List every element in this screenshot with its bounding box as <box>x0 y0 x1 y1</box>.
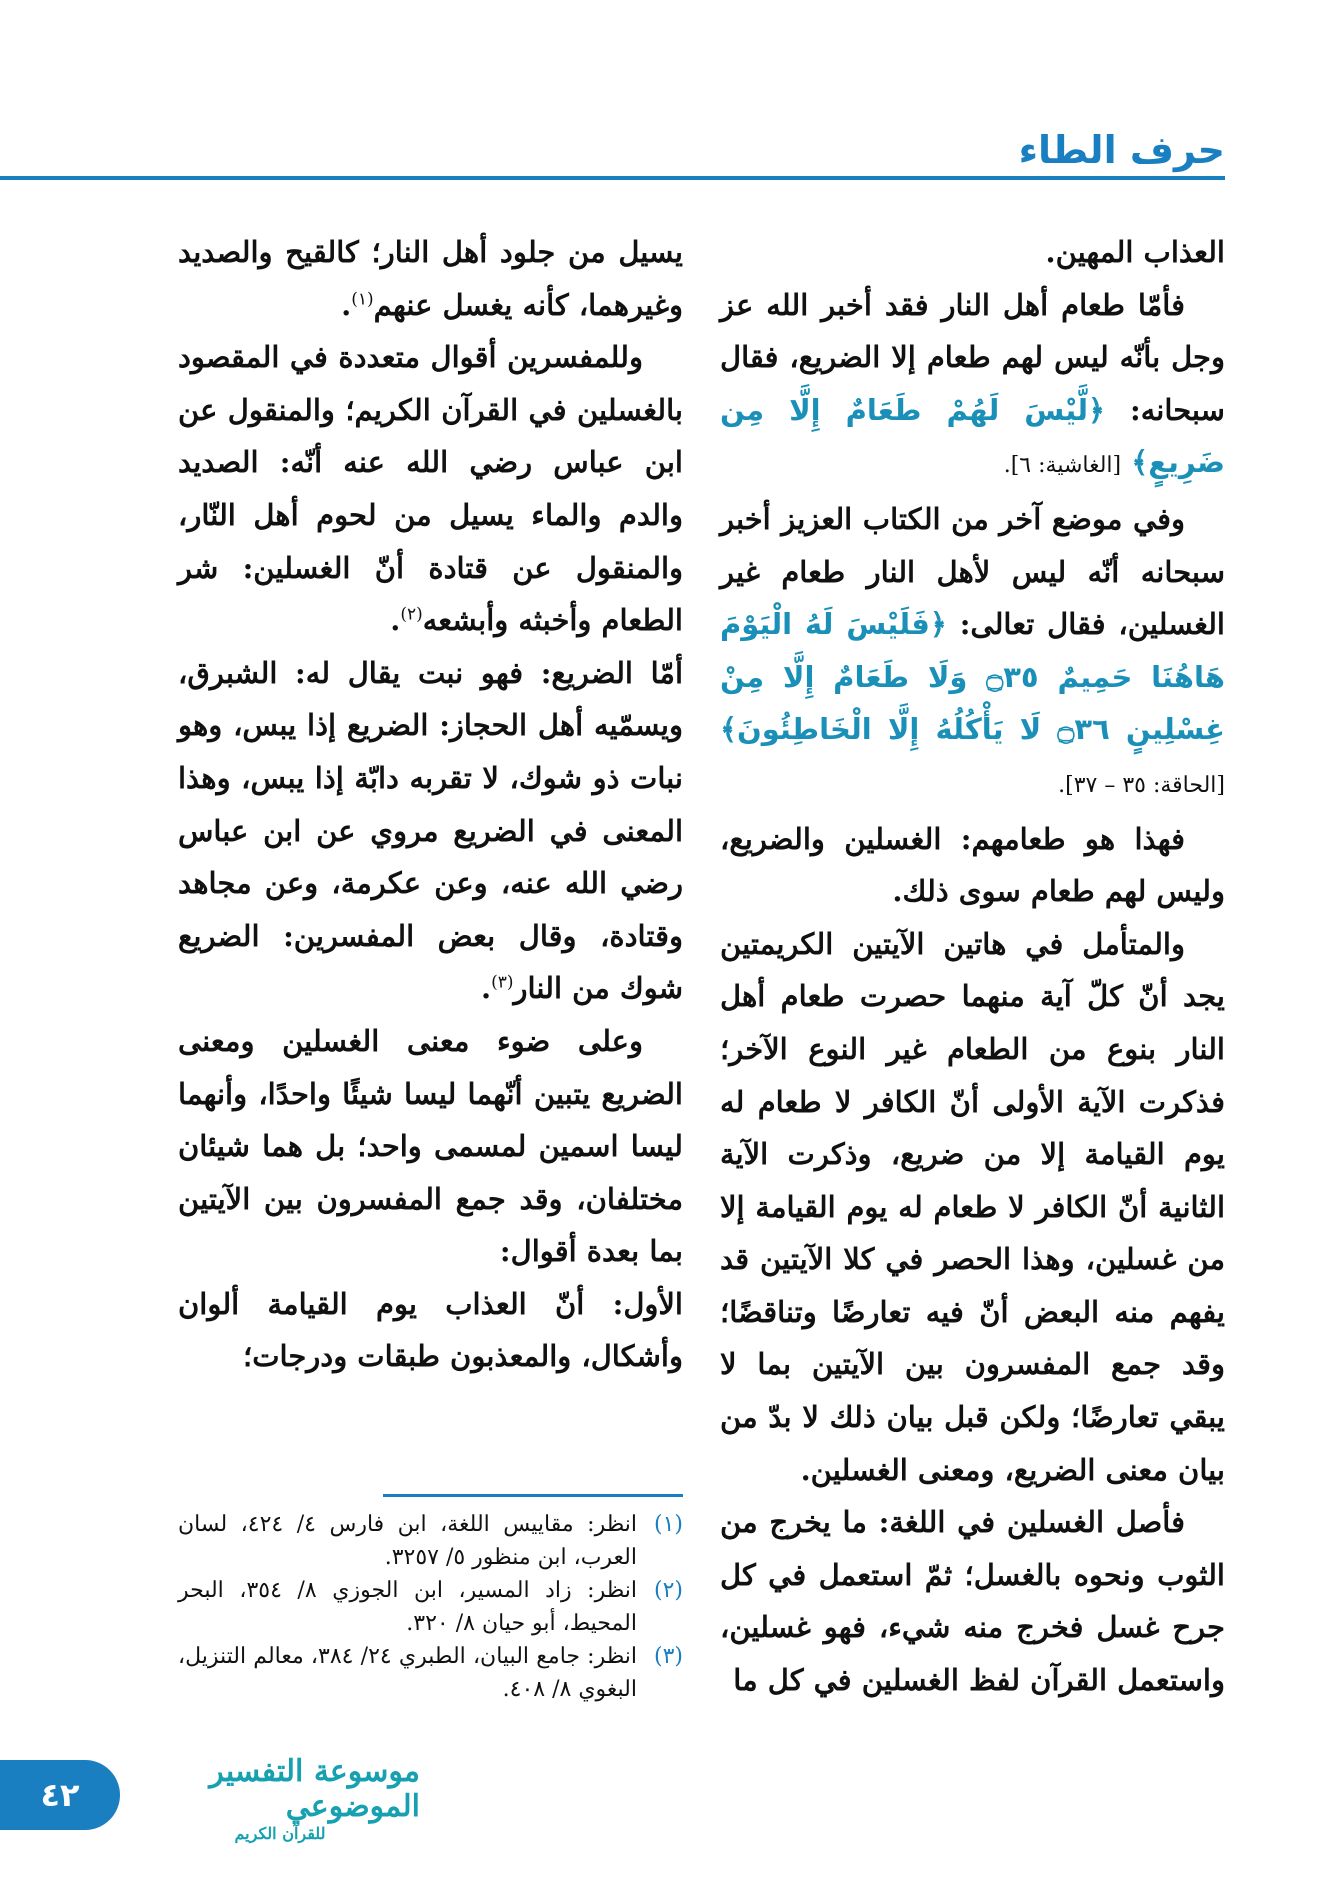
left-paragraph-1: يسيل من جلود أهل النار؛ كالقيح والصديد وغيرهما، كأنه يغسل عنهم$^{(١)}$. <box>178 235 683 322</box>
footnote-number: (٢) <box>653 1578 683 1603</box>
footnote-number: (١) <box>653 1512 683 1537</box>
right-paragraph-3 <box>720 493 1225 813</box>
right-column <box>720 226 1225 1707</box>
left-column <box>178 226 683 1383</box>
left-paragraph-5-text: أنّ العذاب يوم القيامة ألوان وأشكال، والمعذبون طبقات ودرجات؛ <box>178 1286 683 1374</box>
page-number-tab <box>0 1760 120 1830</box>
footnote-divider <box>383 1494 683 1497</box>
logo-subtitle: للقرآن الكريم <box>234 1823 326 1843</box>
left-paragraph-2-text: وللمفسرين أقوال متعددة في المقصود بالغسلين في القرآن الكريم؛ والمنقول عن ابن عباس رضي الله عنه أنّه: الصديد والدم والماء يسيل من لحوم أهل النّار، والمنقول عن قتادة أنّ الغسلين: شر الطعام وأخبثه وأبشعه <box>178 340 683 638</box>
quran-verse-haqqa: ﴿فَلَيْسَ لَهُ الْيَوْمَ هَاهُنَا حَمِيمٌ ۝٣٥ وَلَا طَعَامٌ إِلَّا مِنْ غِسْلِينٍ ۝٣٦ لَا يَأْكُلُهُ إِلَّا الْخَاطِئُونَ﴾ <box>720 607 1225 747</box>
header-divider <box>0 176 1225 180</box>
left-paragraph-4: وعلى ضوء معنى الغسلين ومعنى الضريع يتبين أنّهما ليسا شيئًا واحدًا، وأنهما ليسا اسمين لمسمى واحد؛ بل هما شيئان مختلفان، وقد جمع المفسرون بين الآيتين بما بعدة أقوال: <box>178 1023 683 1269</box>
left-paragraph-2: وللمفسرين أقوال متعددة في المقصود بالغسلين في القرآن الكريم؛ والمنقول عن ابن عباس رضي الله عنه أنّه: الصديد والدم والماء يسيل من لحوم أهل النّار، والمنقول عن قتادة أنّ الغسلين: شر الطعام وأخبثه وأبشعه$^{(٢)}$. <box>178 340 683 638</box>
right-paragraph-6 <box>720 1496 1225 1706</box>
left-paragraph-3: أمّا الضريع: فهو نبت يقال له: الشبرق، ويسمّيه أهل الحجاز: الضريع إذا يبس، وهو نبات ذو شوك، لا تقربه دابّة إذا يبس، وهذا المعنى في الضريع مروي عن ابن عباس رضي الله عنه، وعن عكرمة، وعن مجاهد وقتادة، وقال بعض المفسرين: الضريع شوك من النار$^{(٣)}$. <box>178 655 683 1006</box>
right-paragraph-4: فهذا هو طعامهم: الغسلين والضريع، وليس لهم طعام سوى ذلك. <box>720 821 1225 909</box>
verse-reference-haqqa: [الحاقة: ٣٥ – ٣٧]. <box>1058 772 1225 798</box>
footnote-text: انظر: جامع البيان، الطبري ٢٤/ ٣٨٤، معالم التنزيل، البغوي ٨/ ٤٠٨. <box>178 1644 638 1702</box>
footnote-marker-2[interactable]: (٢) <box>400 604 423 625</box>
term-first: الأول: <box>612 1286 683 1321</box>
right-paragraph-3-text: وفي موضع آخر من الكتاب العزيز أخبر سبحانه أنّه ليس لأهل النار طعام غير الغسلين، فقال تعالى: <box>720 501 1225 642</box>
right-paragraph-1: العذاب المهين. <box>1045 235 1225 269</box>
encyclopedia-logo <box>140 1752 420 1844</box>
page-number: ٤٢ <box>40 1776 80 1814</box>
footnote-item <box>178 1508 683 1574</box>
left-paragraph-3-text: فهو نبت يقال له: الشبرق، ويسمّيه أهل الحجاز: الضريع إذا يبس، وهو نبات ذو شوك، لا تقربه دابّة إذا يبس، وهذا المعنى في الضريع مروي عن ابن عباس رضي الله عنه، وعن عكرمة، وعن مجاهد وقتادة، وقال بعض المفسرين: الضريع شوك من النار <box>178 655 683 1006</box>
term-ghisleen: فأصل الغسلين في اللغة: <box>878 1505 1186 1540</box>
footnote-text: انظر: مقاييس اللغة، ابن فارس ٤/ ٤٢٤، لسان العرب، ابن منظور ٥/ ٣٢٥٧. <box>178 1512 637 1570</box>
term-dari: أمّا الضريع: <box>540 655 683 690</box>
footnote-marker-1[interactable]: (١) <box>351 288 374 309</box>
quran-verse-ghashiya: ﴿لَّيْسَ لَهُمْ طَعَامٌ إِلَّا مِن ضَرِيعٍ﴾ <box>720 392 1225 480</box>
left-paragraph-1-text: يسيل من جلود أهل النار؛ كالقيح والصديد وغيرهما، كأنه يغسل عنهم <box>178 235 683 322</box>
right-paragraph-2-text: فأمّا طعام أهل النار فقد أخبر الله عز وجل بأنّه ليس لهم طعام إلا الضريع، فقال سبحانه: <box>720 287 1225 427</box>
footnotes <box>178 1508 683 1706</box>
left-paragraph-5 <box>178 1278 683 1383</box>
footnote-text: انظر: زاد المسير، ابن الجوزي ٨/ ٣٥٤، البحر المحيط، أبو حيان ٨/ ٣٢٠. <box>178 1578 638 1636</box>
footnote-number: (٣) <box>653 1644 683 1669</box>
page-title: حرف الطاء <box>1018 128 1225 172</box>
verse-reference-ghashiya: [الغاشية: ٦]. <box>1003 453 1122 479</box>
footnote-item <box>178 1640 683 1706</box>
footnote-item <box>178 1574 683 1640</box>
right-paragraph-2 <box>720 279 1225 493</box>
right-paragraph-5: والمتأمل في هاتين الآيتين الكريمتين يجد أنّ كلّ آية منهما حصرت طعام أهل النار بنوع من الطعام غير النوع الآخر؛ فذكرت الآية الأولى أنّ الكافر لا طعام له يوم القيامة إلا من ضريع، وذكرت الآية الثانية أنّ الكافر لا طعام له يوم القيامة إلا من غسلين، وهذا الحصر في كلا الآيتين قد يفهم منه البعض أنّ فيه تعارضًا وتناقضًا؛ وقد جمع المفسرون بين الآيتين بما لا يبقي تعارضًا؛ ولكن قبل بيان ذلك لا بدّ من بيان معنى الضريع، ومعنى الغسلين. <box>720 926 1225 1487</box>
logo-title: موسوعة التفسير الموضوعي <box>209 1753 420 1824</box>
footnote-marker-3[interactable]: (٣) <box>491 972 514 993</box>
right-paragraph-6-text: ما يخرج من الثوب ونحوه بالغسل؛ ثمّ استعمل في كل جرح غسل فخرج منه شيء، فهو غسلين، واستعمل القرآن لفظ الغسلين في كل ما <box>720 1505 1225 1698</box>
